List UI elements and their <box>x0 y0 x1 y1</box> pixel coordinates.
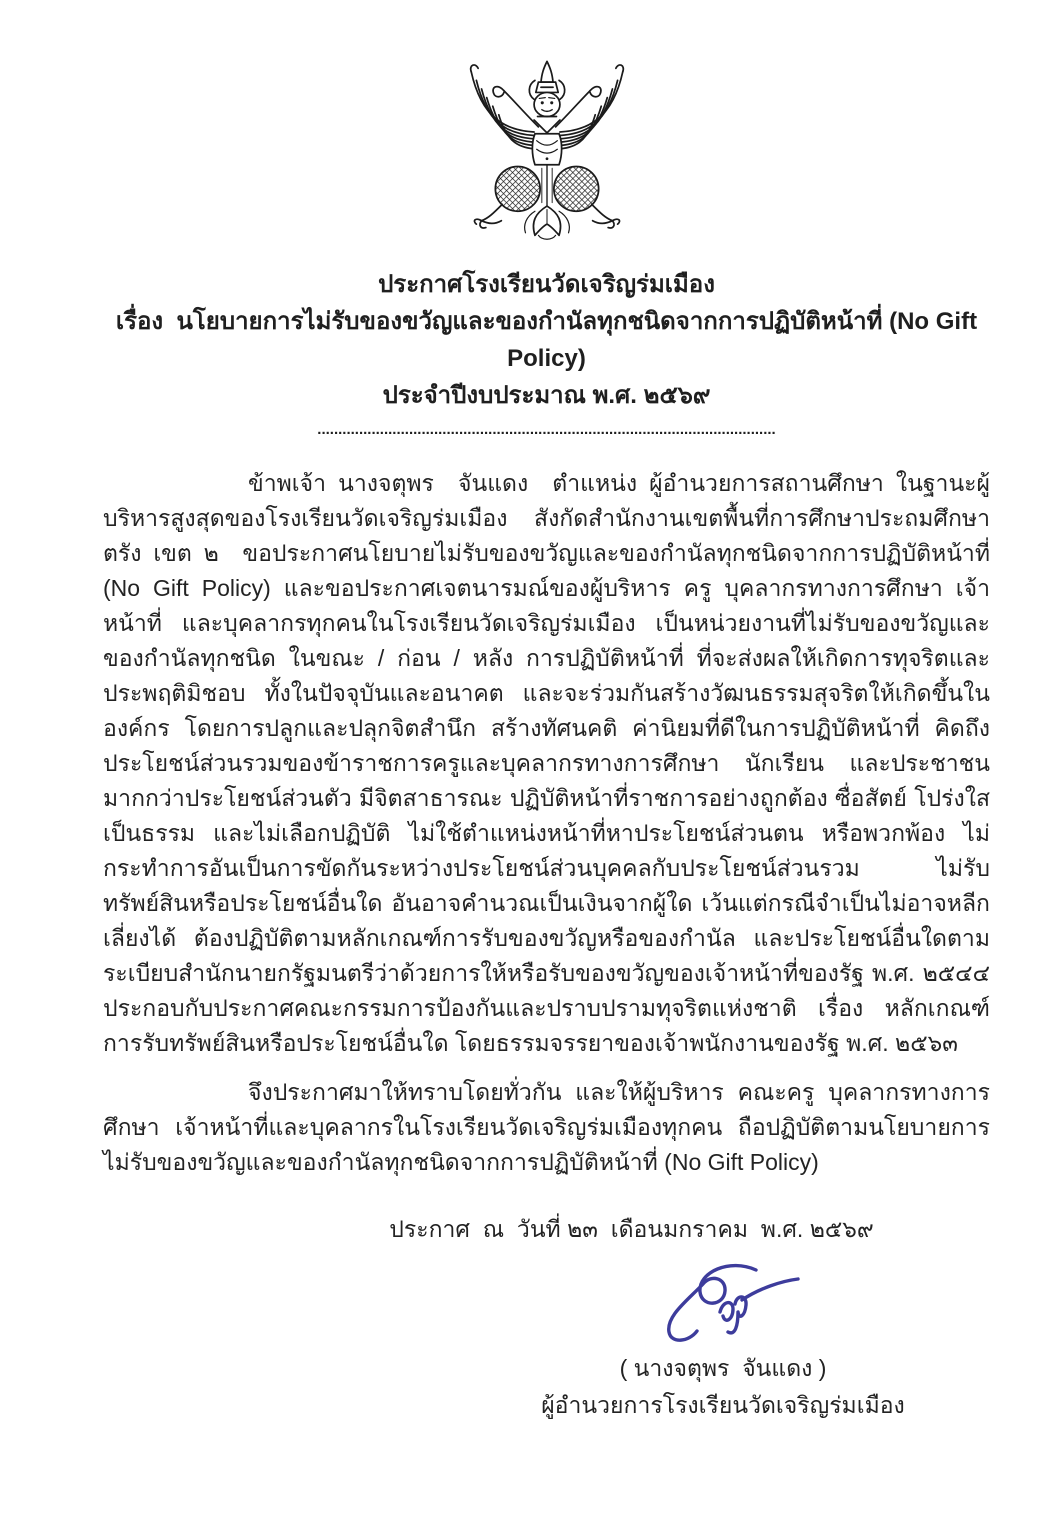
fiscal-year-line: ประจำปีงบประมาณ พ.ศ. ๒๕๖๙ <box>382 382 711 409</box>
body-paragraph: จึงประกาศมาให้ทราบโดยทั่วกัน และให้ผู้บริหาร คณะครู บุคลากรทางการศึกษา เจ้าหน้าที่และบุคลากรในโรงเรียนวัดเจริญร่มเมืองทุกคน ถือปฏิบัติตามนโยบายการไม่รับของขวัญและของกำนัลทุกชนิดจากการปฏิบัติหน้าที่ (No Gift Policy) <box>103 1079 990 1175</box>
document-heading <box>103 266 990 414</box>
garuda-emblem-icon <box>103 58 990 256</box>
signatory-title: ผู้อำนวยการโรงเรียนวัดเจริญร่มเมือง <box>541 1392 905 1418</box>
signature-block <box>508 1258 938 1424</box>
signatory-name: ( นางจตุพร จันแดง ) <box>619 1355 827 1381</box>
subject-line: เรื่อง นโยบายการไม่รับของขวัญและของกำนัลทุกชนิดจากการปฏิบัติหน้าที่ (No Gift Policy) <box>115 308 984 372</box>
dotted-divider: .............................................................................................................. <box>317 421 776 438</box>
announcement-title: ประกาศโรงเรียนวัดเจริญร่มเมือง <box>378 271 715 298</box>
document-body <box>103 466 997 1180</box>
signature-image <box>638 1258 808 1350</box>
body-paragraph: ข้าพเจ้า นางจตุพร จันแดง ตำแหน่ง ผู้อำนวยการสถานศึกษา ในฐานะผู้บริหารสูงสุดของโรงเรียนวัดเจริญร่มเมือง สังกัดสำนักงานเขตพื้นที่การศึกษาประถมศึกษาตรัง เขต ๒ ขอประกาศนโยบายไม่รับของขวัญและของกำนัลทุกชนิดจากการปฏิบัติหน้าที่ (No Gift Policy) และขอประกาศเจตนารมณ์ของผู้บริหาร ครู บุคลากรทางการศึกษา เจ้าหน้าที่ และบุคลากรทุกคนในโรงเรียนวัดเจริญร่มเมือง เป็นหน่วยงานที่ไม่รับของขวัญและของกำนัลทุกชนิด ในขณะ / ก่อน / หลัง การปฏิบัติหน้าที่ ที่จะส่งผลให้เกิดการทุจริตและประพฤติมิชอบ ทั้งในปัจจุบันและอนาคต และจะร่วมกันสร้างวัฒนธรรมสุจริตให้เกิดขึ้นในองค์กร โดยการปลูกและปลุกจิตสำนึก สร้างทัศนคติ ค่านิยมที่ดีในการปฏิบัติหน้าที่ คิดถึงประโยชน์ส่วนรวมของข้าราชการครูและบุคลากรทางการศึกษา นักเรียน และประชาชนมากกว่าประโยชน์ส่วนตัว มีจิตสาธารณะ ปฏิบัติหน้าที่ราชการอย่างถูกต้อง ซื่อสัตย์ โปร่งใส เป็นธรรม และไม่เลือกปฏิบัติ ไม่ใช้ตำแหน่งหน้าที่หาประโยชน์ส่วนตน หรือพวกพ้อง ไม่กระทำการอันเป็นการขัดกันระหว่างประโยชน์ส่วนบุคคลกับประโยชน์ส่วนรวม ไม่รับทรัพย์สินหรือประโยชน์อื่นใด อันอาจคำนวณเป็นเงินจากผู้ใด เว้นแต่กรณีจำเป็นไม่อาจหลีกเลี่ยงได้ ต้องปฏิบัติตามหลักเกณฑ์การรับของขวัญหรือของกำนัล และประโยชน์อื่นใดตามระเบียบสำนักนายกรัฐมนตรีว่าด้วยการให้หรือรับของขวัญของเจ้าหน้าที่ของรัฐ พ.ศ. ๒๕๔๔ ประกอบกับประกาศคณะกรรมการป้องกันและปราบปรามทุจริตแห่งชาติ เรื่อง หลักเกณฑ์การรับทรัพย์สินหรือประโยชน์อื่นใด โดยธรรมจรรยาของเจ้าพนักงานของรัฐ พ.ศ. ๒๕๖๓ <box>103 470 997 1056</box>
announcement-date-line: ประกาศ ณ วันที่ ๒๓ เดือนมกราคม พ.ศ. ๒๕๖๙ <box>389 1216 874 1242</box>
